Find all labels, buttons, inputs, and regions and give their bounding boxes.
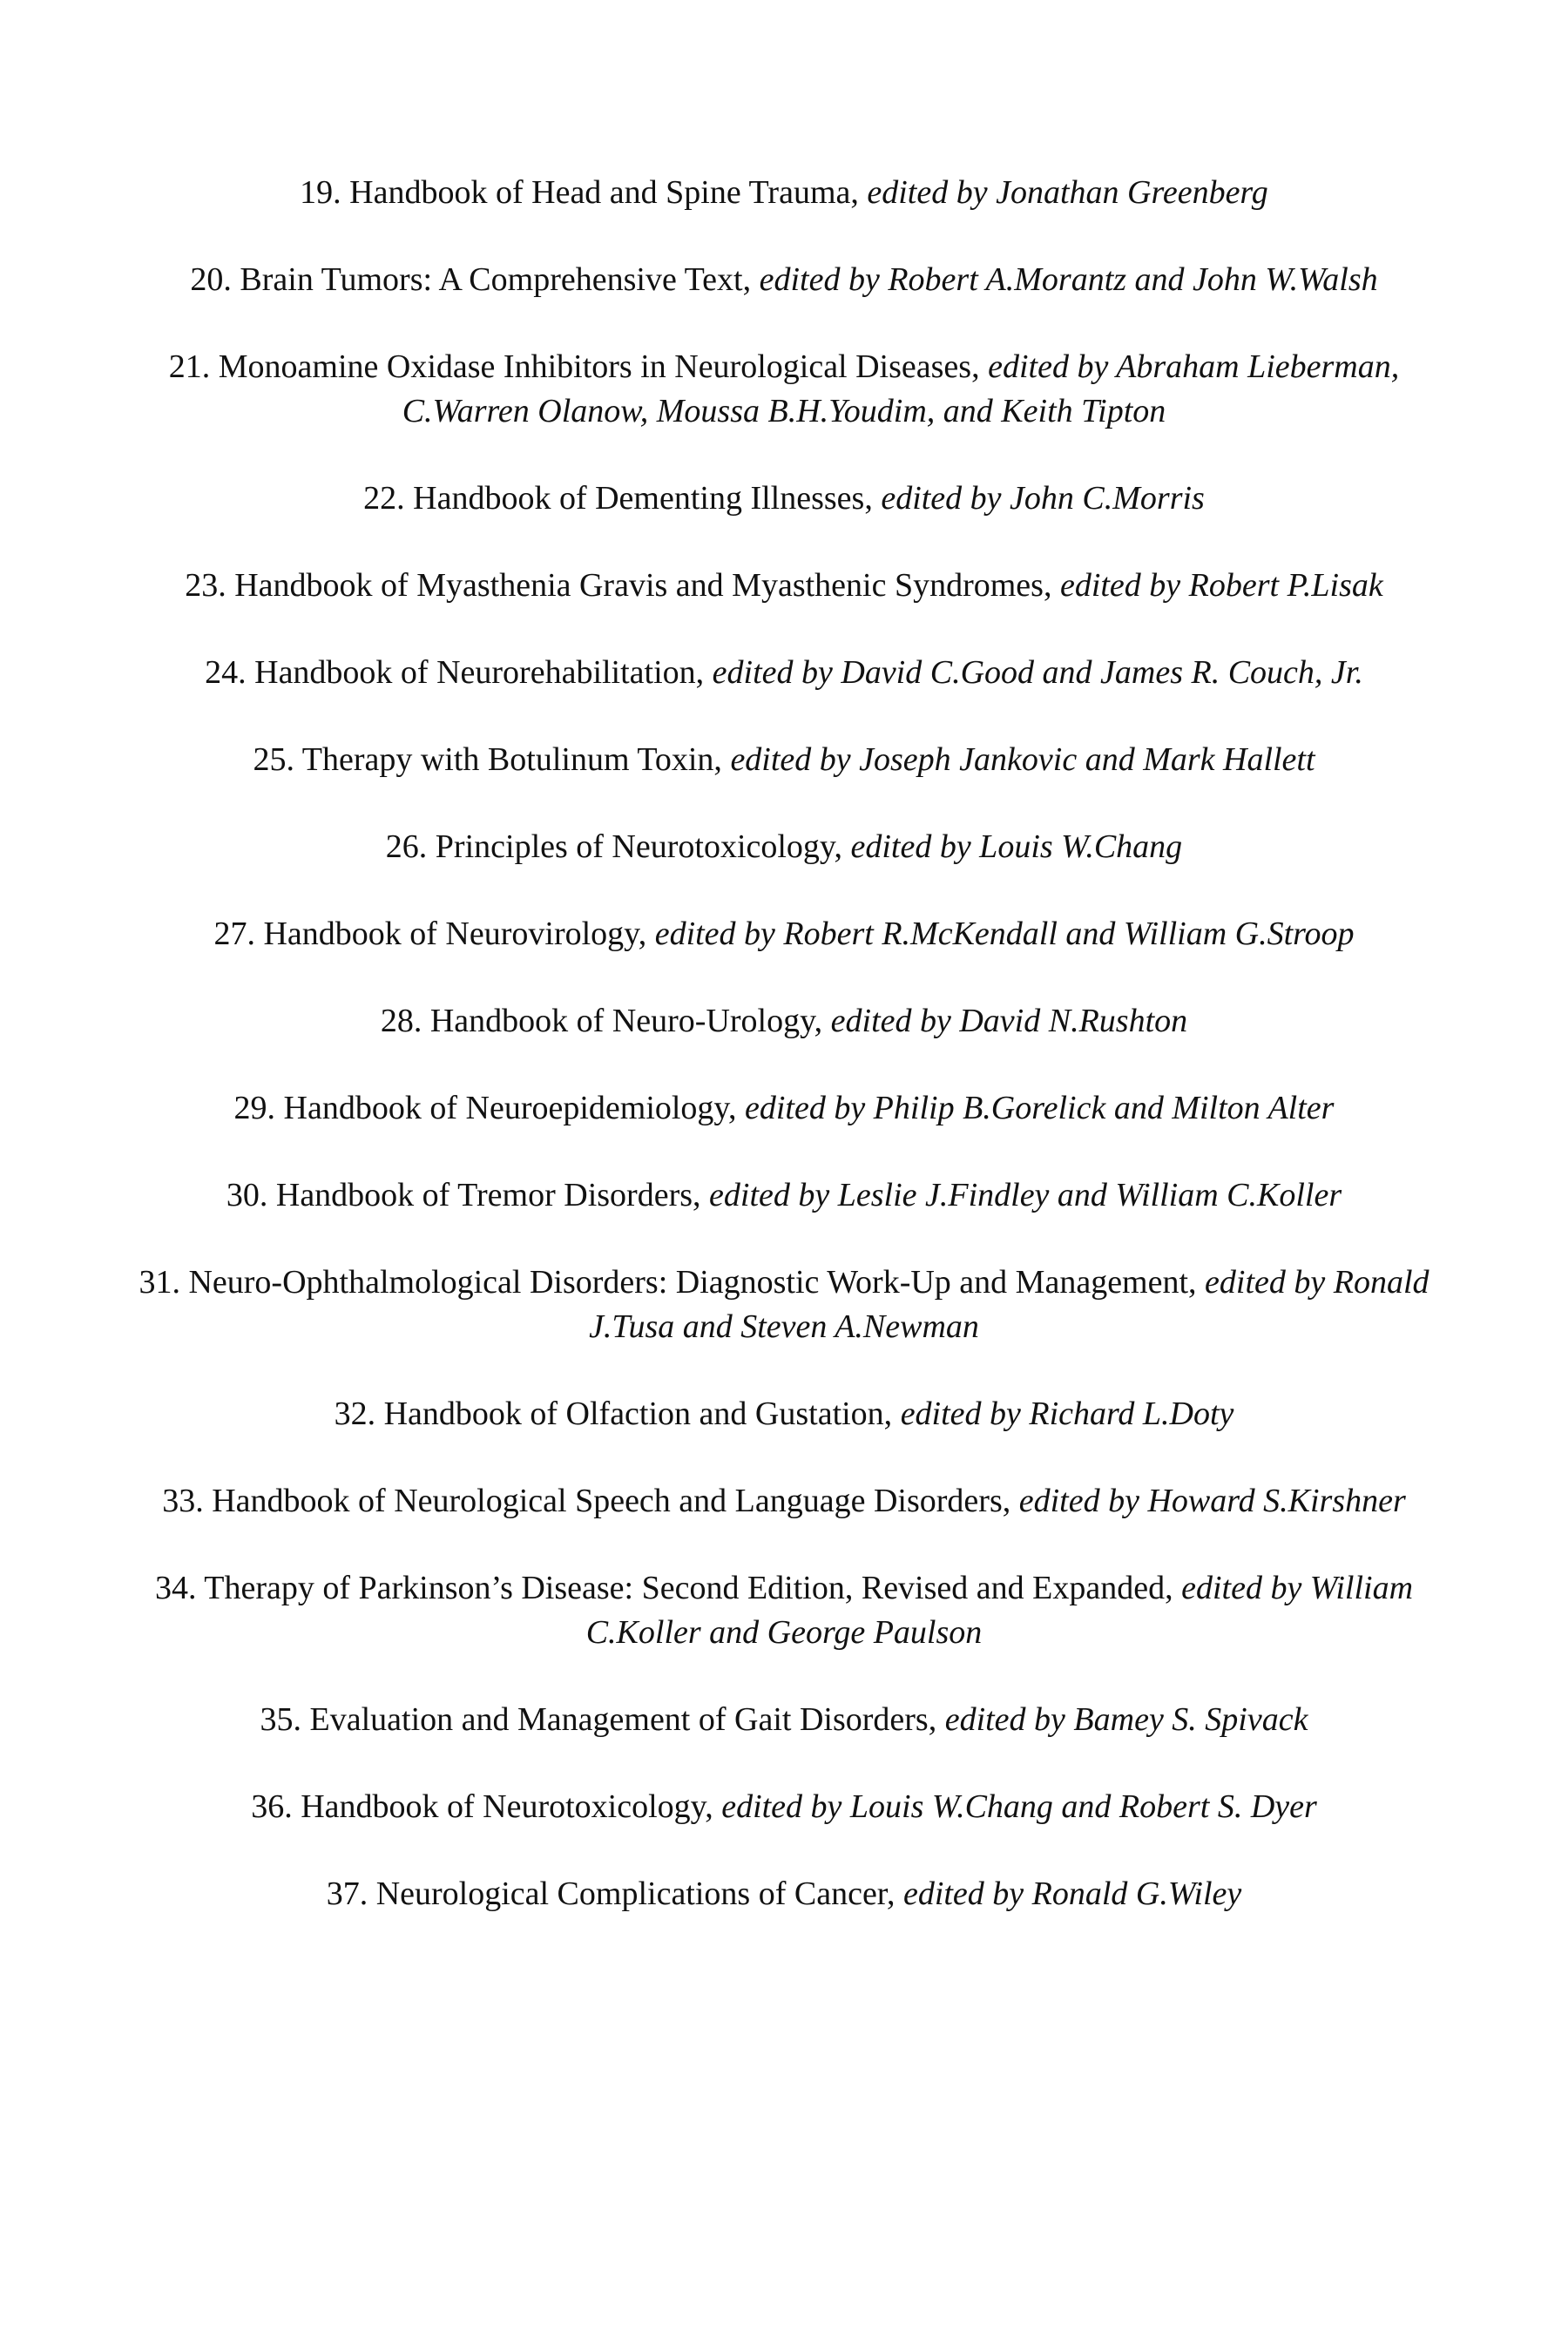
entry-title: 30. Handbook of Tremor Disorders, xyxy=(226,1177,701,1213)
entry-editors: edited by Robert P.Lisak xyxy=(1059,567,1383,604)
series-entry-28 xyxy=(118,999,1450,1044)
series-entry-24 xyxy=(118,651,1450,695)
entry-editors: edited by Bamey S. Spivack xyxy=(944,1701,1308,1738)
series-entry-37 xyxy=(118,1872,1450,1916)
series-entry-32 xyxy=(118,1392,1450,1436)
entry-editors: edited by William C.Koller and George Paulson xyxy=(585,1570,1414,1651)
entry-editors: edited by Robert A.Morantz and John W.Walsh xyxy=(759,261,1378,298)
series-entry-26 xyxy=(118,825,1450,869)
entry-title: 26. Principles of Neurotoxicology, xyxy=(385,828,842,865)
series-entry-36 xyxy=(118,1785,1450,1829)
entry-editors: edited by Howard S.Kirshner xyxy=(1018,1483,1406,1519)
entry-editors: edited by Joseph Jankovic and Mark Hallett xyxy=(730,741,1315,778)
entry-title: 32. Handbook of Olfaction and Gustation, xyxy=(334,1396,893,1432)
entry-title: 34. Therapy of Parkinson’s Disease: Second Edition, Revised and Expanded, xyxy=(154,1570,1173,1606)
entry-editors: edited by David C.Good and James R. Couch, Jr. xyxy=(712,654,1363,691)
entry-editors: edited by David N.Rushton xyxy=(830,1003,1188,1039)
series-entry-35 xyxy=(118,1698,1450,1742)
entry-editors: edited by Robert R.McKendall and William G.Stroop xyxy=(654,916,1355,952)
entry-title: 27. Handbook of Neurovirology, xyxy=(213,916,647,952)
entry-editors: edited by Philip B.Gorelick and Milton Alter xyxy=(744,1090,1335,1126)
entry-title: 23. Handbook of Myasthenia Gravis and Myasthenic Syndromes, xyxy=(185,567,1052,604)
series-entry-29 xyxy=(118,1086,1450,1131)
entry-title: 29. Handbook of Neuroepidemiology, xyxy=(233,1090,737,1126)
series-entry-22 xyxy=(118,476,1450,521)
entry-title: 33. Handbook of Neurological Speech and Language Disorders, xyxy=(162,1483,1011,1519)
series-entry-27 xyxy=(118,912,1450,956)
entry-title: 37. Neurological Complications of Cancer, xyxy=(326,1876,896,1912)
series-entry-33 xyxy=(118,1479,1450,1524)
entry-editors: edited by Abraham Lieberman, C.Warren Olanow, Moussa B.H.Youdim, and Keith Tipton xyxy=(402,348,1400,429)
entry-title: 31. Neuro-Ophthalmological Disorders: Diagnostic Work-Up and Management, xyxy=(139,1264,1197,1301)
entry-title: 22. Handbook of Dementing Illnesses, xyxy=(363,480,873,517)
entry-title: 21. Monoamine Oxidase Inhibitors in Neurological Diseases, xyxy=(168,348,980,385)
entry-title: 28. Handbook of Neuro-Urology, xyxy=(380,1003,823,1039)
series-entry-25 xyxy=(118,738,1450,782)
series-entry-34 xyxy=(118,1566,1450,1655)
entry-title: 19. Handbook of Head and Spine Trauma, xyxy=(300,174,859,211)
series-entry-30 xyxy=(118,1173,1450,1218)
entry-title: 24. Handbook of Neurorehabilitation, xyxy=(205,654,705,691)
series-entry-20 xyxy=(118,258,1450,302)
entry-editors: edited by Louis W.Chang and Robert S. Dyer xyxy=(721,1788,1317,1825)
series-entry-23 xyxy=(118,564,1450,608)
entry-editors: edited by Leslie J.Findley and William C.Koller xyxy=(709,1177,1342,1213)
entry-title: 36. Handbook of Neurotoxicology, xyxy=(251,1788,713,1825)
entry-editors: edited by Jonathan Greenberg xyxy=(867,174,1268,211)
series-entry-21 xyxy=(118,345,1450,434)
entry-title: 20. Brain Tumors: A Comprehensive Text, xyxy=(190,261,752,298)
entry-editors: edited by Louis W.Chang xyxy=(850,828,1183,865)
entry-editors: edited by Ronald G.Wiley xyxy=(902,1876,1242,1912)
entry-editors: edited by Ronald J.Tusa and Steven A.Newman xyxy=(589,1264,1429,1345)
entry-title: 25. Therapy with Botulinum Toxin, xyxy=(253,741,722,778)
entry-editors: edited by John C.Morris xyxy=(881,480,1205,517)
series-entry-19 xyxy=(118,171,1450,215)
book-series-list xyxy=(0,171,1568,1959)
entry-title: 35. Evaluation and Management of Gait Disorders, xyxy=(260,1701,937,1738)
entry-editors: edited by Richard L.Doty xyxy=(900,1396,1234,1432)
series-entry-31 xyxy=(118,1260,1450,1349)
